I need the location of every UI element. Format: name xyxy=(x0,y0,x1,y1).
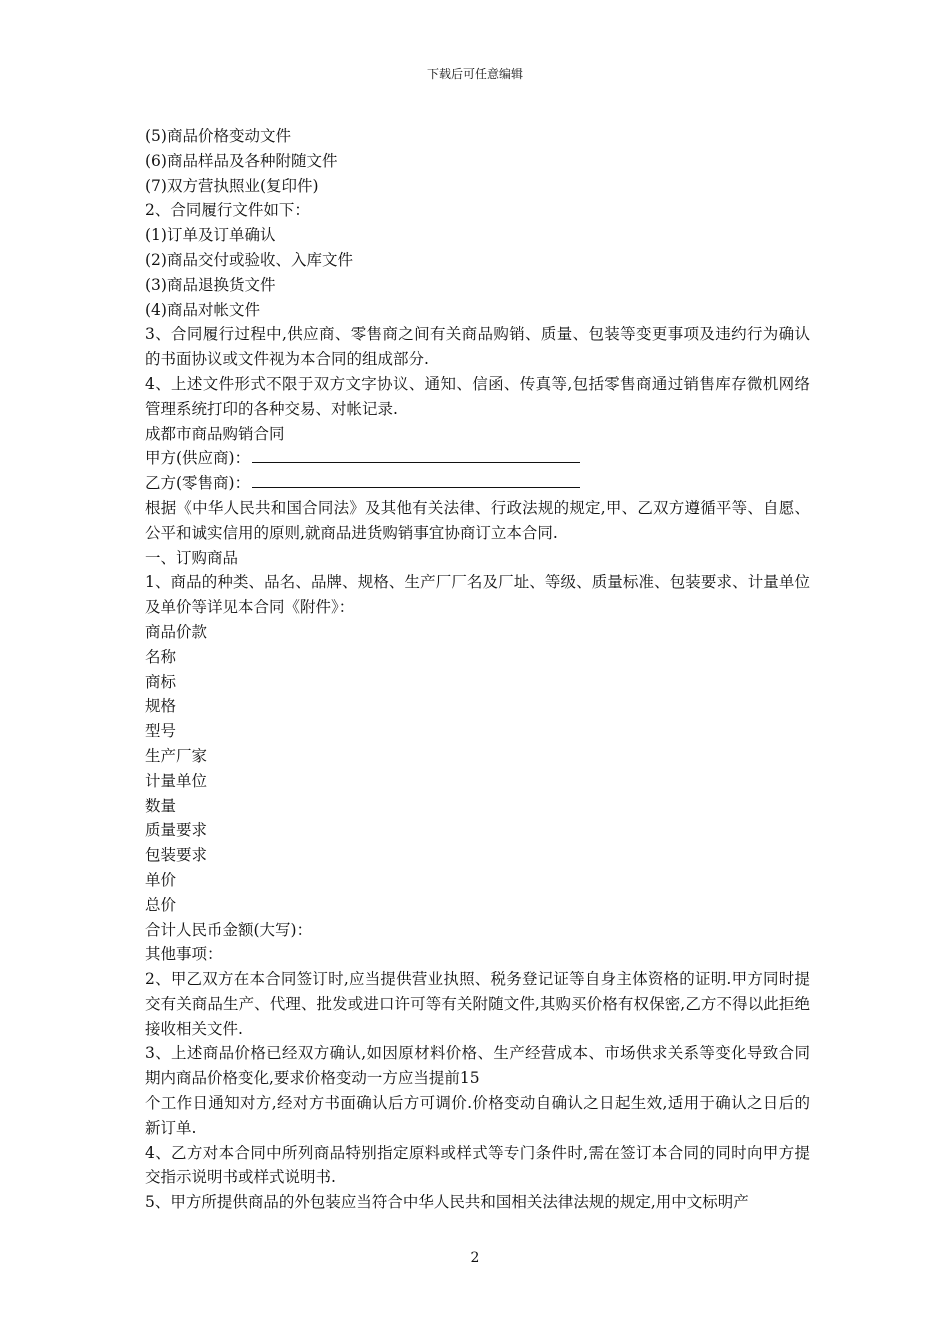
paragraph-3: 3、合同履行过程中,供应商、零售商之间有关商品购销、质量、包装等变更事项及违约行为确认的书面协议或文件视为本合同的组成部分. xyxy=(145,325,810,369)
party-b-blank xyxy=(252,471,580,488)
paragraph-4: 4、上述文件形式不限于双方文字协议、通知、信函、传真等,包括零售商通过销售库存微机网络管理系统打印的各种交易、对帐记录. xyxy=(145,374,810,418)
table-field: 规格 xyxy=(145,697,177,716)
doc-line: 2、合同履行文件如下： xyxy=(145,201,310,220)
item-1: 1、商品的种类、品名、品牌、规格、生产厂厂名及厂址、等级、质量标准、包装要求、计量单位及单价等详见本合同《附件》： xyxy=(145,573,810,617)
doc-line: (3)商品退换货文件 xyxy=(145,275,276,294)
contract-title: 成都市商品购销合同 xyxy=(145,424,285,443)
table-field: 商标 xyxy=(145,672,177,691)
table-field: 名称 xyxy=(145,647,177,666)
doc-line: (4)商品对帐文件 xyxy=(145,300,260,319)
item-3-part-b: 个工作日通知对方,经对方书面确认后方可调价.价格变动自确认之日起生效,适用于确认之日后的新订单. xyxy=(145,1094,810,1137)
basis-paragraph: 根据《中华人民共和国合同法》及其他有关法律、行政法规的规定,甲、乙双方遵循平等、自愿、公平和诚实信用的原则,就商品进货购销事宜协商订立本合同. xyxy=(145,498,810,542)
party-b-label: 乙方(零售商)： xyxy=(145,474,251,493)
party-a-row xyxy=(145,446,810,471)
item-3-part-a: 3、上述商品价格已经双方确认,如因原材料价格、生产经营成本、市场供求关系等变化导致合同期内商品价格变化,要求价格变动一方应当提前15 xyxy=(145,1044,810,1088)
table-field: 总价 xyxy=(145,895,177,914)
page-header: 下载后可任意编辑 xyxy=(426,67,523,81)
section-heading: 一、订购商品 xyxy=(145,548,239,567)
party-a-label: 甲方(供应商)： xyxy=(145,449,251,468)
party-a-blank xyxy=(252,446,580,463)
doc-line: (7)双方营执照业(复印件) xyxy=(145,176,319,195)
table-field: 单价 xyxy=(145,870,177,889)
item-4: 4、乙方对本合同中所列商品特别指定原料或样式等专门条件时,需在签订本合同的同时向甲方提交指示说明书或样式说明书. xyxy=(145,1143,810,1187)
page-number: 2 xyxy=(470,1250,480,1266)
item-5: 5、甲方所提供商品的外包装应当符合中华人民共和国相关法律法规的规定,用中文标明产 xyxy=(145,1193,749,1212)
doc-line: (5)商品价格变动文件 xyxy=(145,127,291,145)
table-field: 计量单位 xyxy=(145,771,208,790)
doc-line: (2)商品交付或验收、入库文件 xyxy=(145,250,353,269)
party-b-row xyxy=(145,471,810,496)
item-2: 2、甲乙双方在本合同签订时,应当提供营业执照、税务登记证等自身主体资格的证明.甲方同时提交有关商品生产、代理、批发或进口许可等有关附随文件,其购买价格有权保密,乙方不得以此拒绝接收相关文件. xyxy=(145,970,810,1038)
table-field: 生产厂家 xyxy=(145,746,208,765)
table-field: 质量要求 xyxy=(145,821,208,840)
table-field: 数量 xyxy=(145,796,177,815)
doc-line: (1)订单及订单确认 xyxy=(145,226,276,245)
table-field: 商品价款 xyxy=(145,622,208,641)
document-body xyxy=(145,124,810,1215)
doc-line: (6)商品样品及各种附随文件 xyxy=(145,151,338,170)
table-field: 其他事项： xyxy=(145,945,223,964)
table-field: 包装要求 xyxy=(145,846,208,865)
table-field: 合计人民币金额(大写)： xyxy=(145,920,313,939)
table-field: 型号 xyxy=(145,722,177,741)
